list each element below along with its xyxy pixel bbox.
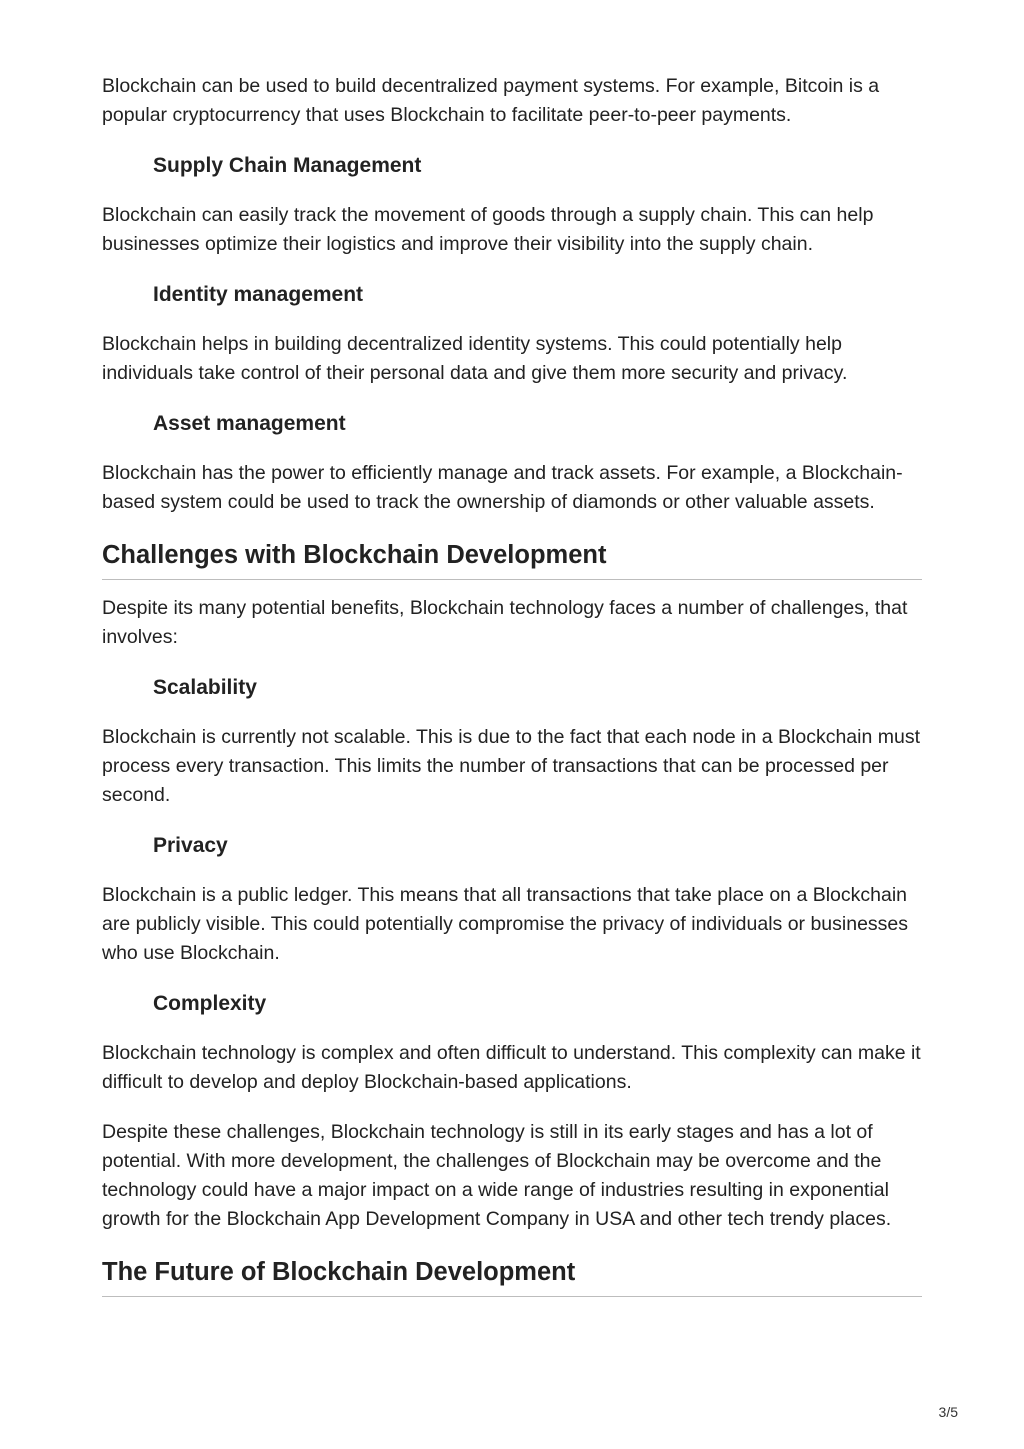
- future-section-heading: The Future of Blockchain Development: [102, 1255, 922, 1297]
- supply-chain-heading: Supply Chain Management: [153, 154, 422, 177]
- scalability-paragraph: Blockchain is currently not scalable. This is due to the fact that each node in a Blockchain must process every transaction. This limits the number of transactions that can be processed per second.: [102, 726, 921, 806]
- payments-paragraph: Blockchain can be used to build decentralized payment systems. For example, Bitcoin is a popular cryptocurrency that uses Blockchain to facilitate peer-to-peer payments.: [102, 75, 880, 126]
- document-body: [102, 72, 922, 1311]
- challenges-intro-paragraph: Despite its many potential benefits, Blockchain technology faces a number of challenges, that involves:: [102, 597, 908, 648]
- complexity-paragraph: Blockchain technology is complex and often difficult to understand. This complexity can make it difficult to develop and deploy Blockchain-based applications.: [102, 1042, 921, 1093]
- privacy-heading: Privacy: [153, 834, 228, 857]
- supply-chain-paragraph: Blockchain can easily track the movement of goods through a supply chain. This can help businesses optimize their logistics and improve their visibility into the supply chain.: [102, 204, 874, 255]
- challenges-section-heading: Challenges with Blockchain Development: [102, 538, 922, 580]
- identity-management-paragraph: Blockchain helps in building decentralized identity systems. This could potentially help individuals take control of their personal data and give them more security and privacy.: [102, 333, 848, 384]
- asset-management-paragraph: Blockchain has the power to efficiently manage and track assets. For example, a Blockchain-based system could be used to track the ownership of diamonds or other valuable assets.: [102, 462, 903, 513]
- challenges-conclusion-paragraph: Despite these challenges, Blockchain technology is still in its early stages and has a lot of potential. With more development, the challenges of Blockchain may be overcome and the technology could have a major impact on a wide range of industries resulting in exponential growth for the Blockchain App Development Company in USA and other tech trendy places.: [102, 1121, 892, 1230]
- complexity-heading: Complexity: [153, 992, 267, 1015]
- scalability-heading: Scalability: [153, 676, 257, 699]
- page-number: 3/5: [938, 1404, 958, 1420]
- asset-management-heading: Asset management: [153, 412, 346, 435]
- privacy-paragraph: Blockchain is a public ledger. This means that all transactions that take place on a Blockchain are publicly visible. This could potentially compromise the privacy of individuals or businesses who use Blockchain.: [102, 884, 909, 964]
- identity-management-heading: Identity management: [153, 283, 364, 306]
